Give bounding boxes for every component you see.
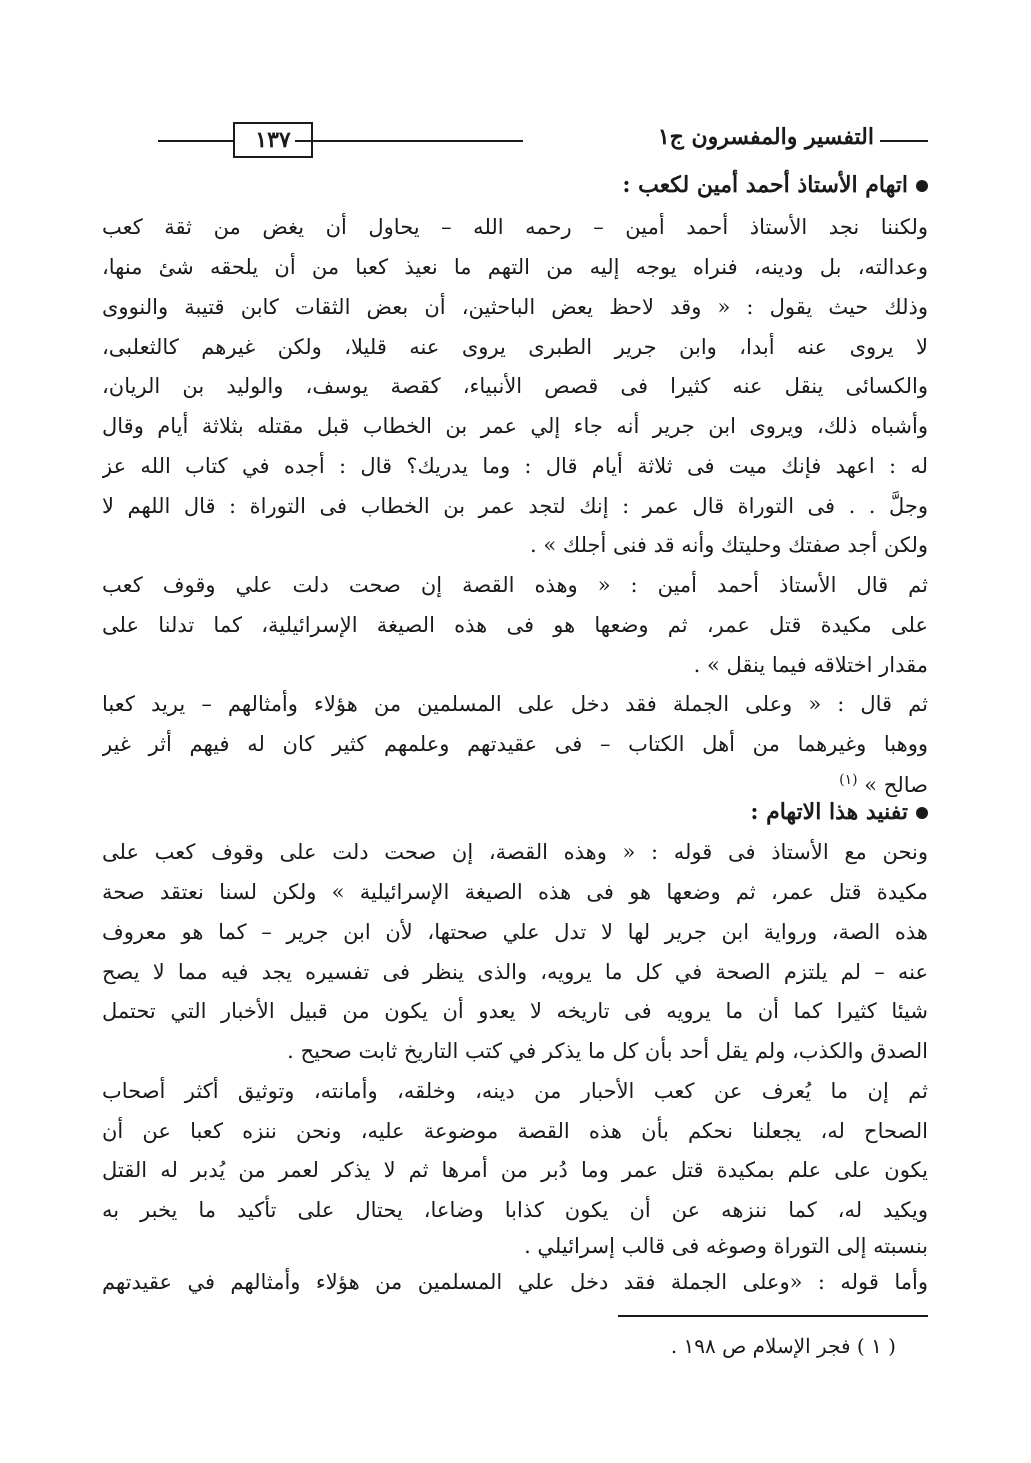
- text-line: مقدار اختلاقه فيما ينقل » .: [693, 653, 928, 677]
- text-span: صالح »: [864, 773, 928, 797]
- bullet-icon: [916, 807, 928, 819]
- heading-text: تفنيد هذا الاتهام :: [750, 799, 908, 825]
- text-line: لا يروى عنه أبدا، وابن جرير الطبرى يروى عنه قليلا، ولكن غيرهم كالثعلبى،: [102, 335, 928, 359]
- text-line: ثم قال : « وعلى الجملة فقد دخل على المسلمين من هؤلاء وأمثالهم – يريد كعبا: [102, 692, 928, 716]
- text-line: ووهبا وغيرهما من أهل الكتاب – فى عقيدتهم وعلمهم كثير كان له فيهم أثر غير: [102, 732, 928, 756]
- running-title: التفسير والمفسرون ج١: [657, 124, 874, 150]
- text-line: وذلك حيث يقول : « وقد لاحظ يعض الباحثين، أن بعض الثقات كابن قتيبة والنووى: [102, 295, 928, 319]
- text-line: يكون على علم بمكيدة قتل عمر وما دُبر من أمرها ثم لا يذكر لعمر من يُدبر له القتل: [102, 1158, 928, 1182]
- text-line: له : اعهد فإنك ميت فى ثلاثة أيام قال : وما يدريك؟ قال : أجده في كتاب الله عز: [102, 454, 928, 478]
- text-line: والكسائى ينقل عنه كثيرا فى قصص الأنبياء، كقصة يوسف، والوليد بن الريان،: [102, 374, 928, 398]
- text-line: ثم قال الأستاذ أحمد أمين : « وهذه القصة إن صحت دلت علي وقوف كعب: [102, 573, 928, 597]
- text-line: وأشباه ذلك، ويروى ابن جرير أنه جاء إلي عمر بن الخطاب قبل مقتله بثلاثة أيام وقال: [102, 414, 928, 438]
- footnote-reference: (١): [839, 772, 858, 788]
- footnote: ( ١ ) فجر الإسلام ص ١٩٨ .: [670, 1334, 896, 1358]
- text-line-with-ref: [102, 763, 928, 797]
- text-line: ويكيد له، كما ننزهه عن أن يكون كذابا وضاعا، يحتال على تأكيد ما يخبر به: [102, 1198, 928, 1222]
- text-line: عنه – لم يلتزم الصحة في كل ما يرويه، والذى ينظر فى تفسيره يجد فيه مما لا يصح: [102, 960, 928, 984]
- section-heading-refutation: [750, 799, 928, 825]
- text-line: وأما قوله : «وعلى الجملة فقد دخل علي المسلمين من هؤلاء وأمثالهم في عقيدتهم: [102, 1270, 928, 1294]
- text-line: وجلَّ . . فى التوراة قال عمر : إنك لتجد عمر بن الخطاب فى التوراة : قال اللهم لا: [102, 494, 928, 518]
- text-line: الصدق والكذب، ولم يقل أحد بأن كل ما يذكر في كتب التاريخ ثابت صحيح .: [287, 1039, 928, 1063]
- header-rule-right: [880, 140, 928, 142]
- text-line: ثم إن ما يُعرف عن كعب الأحبار من دينه، وخلقه، وأمانته، وتوثيق أكثر أصحاب: [102, 1079, 928, 1103]
- text-line: هذه الصة، ورواية ابن جرير لها لا تدل علي صحتها، لأن ابن جرير – كما هو معروف: [102, 920, 928, 944]
- page-number: ١٣٧: [233, 122, 313, 158]
- text-line: ولكننا نجد الأستاذ أحمد أمين – رحمه الله – يحاول أن يغض من ثقة كعب: [102, 215, 928, 239]
- text-line: بنسبته إلى التوراة وصوغه فى قالب إسرائيلي .: [524, 1234, 928, 1258]
- section-heading-accusation: [622, 172, 928, 198]
- bullet-icon: [916, 180, 928, 192]
- text-line: ولكن أجد صفتك وحليتك وأنه قد فنى أجلك » .: [530, 533, 928, 557]
- text-line: ونحن مع الأستاذ فى قوله : « وهذه القصة، إن صحت دلت على وقوف كعب على: [102, 840, 928, 864]
- text-line: الصحاح له، يجعلنا نحكم بأن هذه القصة موضوعة عليه، ونحن ننزه كعبا عن أن: [102, 1119, 928, 1143]
- header-rule-middle: [295, 140, 523, 142]
- header-rule-left: [158, 140, 233, 142]
- text-line: مكيدة قتل عمر، ثم وضعها هو فى هذه الصيغة الإسرائيلية » ولكن لسنا نعتقد صحة: [102, 880, 928, 904]
- footnote-separator: [618, 1315, 928, 1317]
- heading-text: اتهام الأستاذ أحمد أمين لكعب :: [622, 172, 908, 198]
- text-line: على مكيدة قتل عمر، ثم وضعها هو فى هذه الصيغة الإسرائيلية، كما تدلنا على: [102, 613, 928, 637]
- page-header: [158, 122, 928, 162]
- text-line: شيئا كثيرا كما أن ما يرويه فى تاريخه لا يعدو أن يكون من قبيل الأخبار التي تحتمل: [102, 999, 928, 1023]
- text-line: وعدالته، بل ودينه، فنراه يوجه إليه من التهم ما نعيذ كعبا من أن يلحقه شئ منها،: [102, 255, 928, 279]
